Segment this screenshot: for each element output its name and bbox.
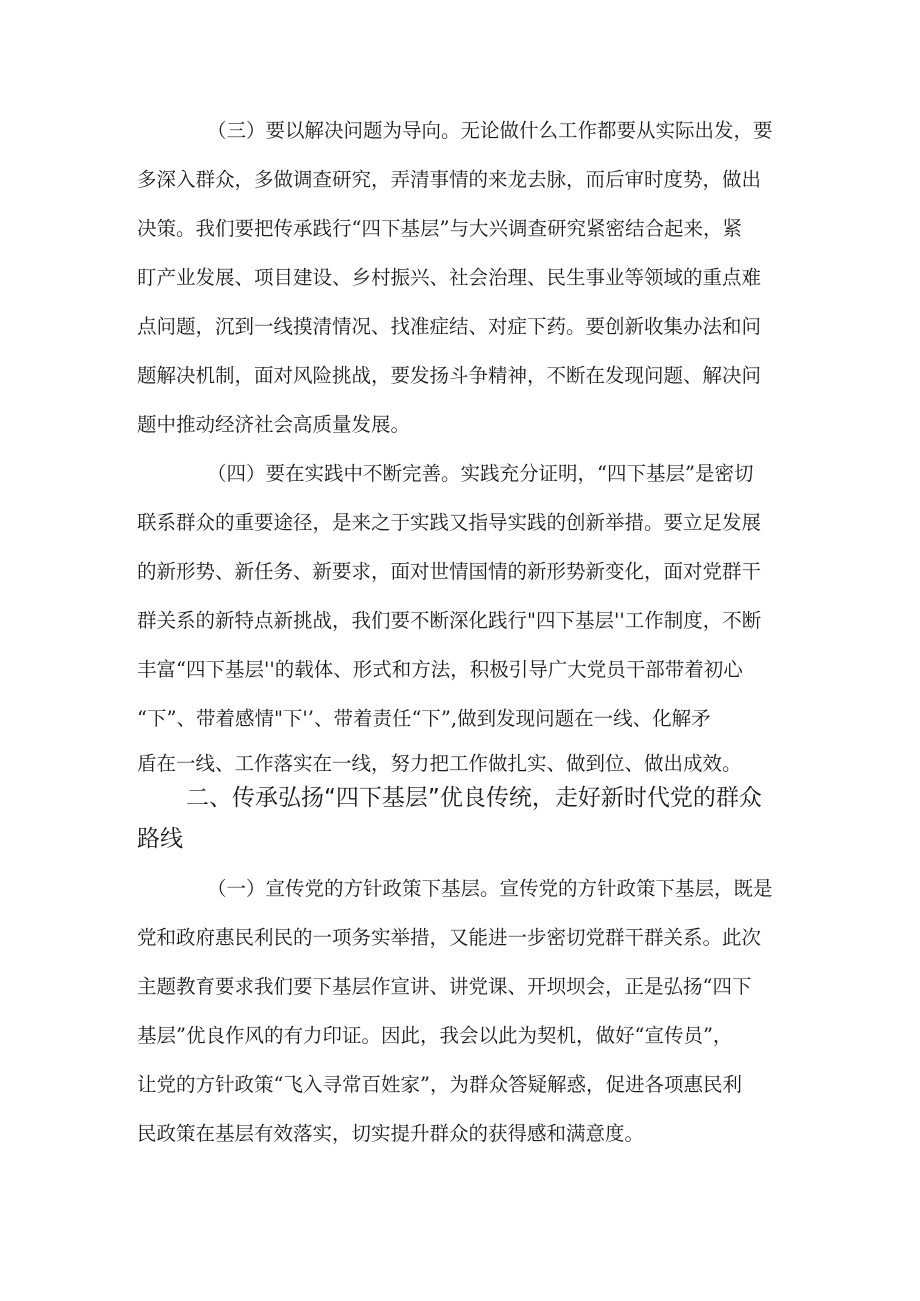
section-heading-line-1: 二、传承弘扬“四下基层”优良传统，走好新时代党的群众 <box>186 785 762 811</box>
paragraph-4-line-1: （四）要在实践中不断完善。实践充分证明，“四下基层”是密切 <box>207 462 754 485</box>
paragraph-3-line-3: 决策。我们要把传承践行“四下基层”与大兴调查研究紧密结合起来，紧 <box>137 217 742 240</box>
paragraph-4-line-4: 群关系的新特点新挑战，我们要不断深化践行"四下基层''工作制度，不断 <box>137 609 762 632</box>
paragraph-4-line-3: 的新形势、新任务、新要求，面对世情国情的新形势新变化，面对党群干 <box>137 560 762 583</box>
paragraph-2-1-line-3: 主题教育要求我们要下基层作宣讲、讲党课、开坝坝会，正是弘扬“四下 <box>137 975 752 998</box>
paragraph-2-1-line-1: （一）宣传党的方针政策下基层。宣传党的方针政策下基层，既是 <box>207 877 773 900</box>
paragraph-4-line-6: “下”、带着感情"下'’、带着责任“下”,做到发现问题在一线、化解矛 <box>137 707 711 730</box>
paragraph-3-line-7: 题中推动经济社会高质量发展。 <box>137 413 411 436</box>
paragraph-2-1-line-4: 基层”优良作风的有力印证。因此，我会以此为契机，做好“宣传员”， <box>137 1024 733 1047</box>
paragraph-4-line-2: 联系群众的重要途径，是来之于实践又指导实践的创新举措。要立足发展 <box>137 511 762 534</box>
paragraph-4-line-5: 丰富“四下基层''的载体、形式和方法，积极引导广大党员干部带着初心 <box>137 658 743 681</box>
paragraph-3-line-5: 点问题，沉到一线摸清情况、找准症结、对症下药。要创新收集办法和问 <box>137 315 762 338</box>
paragraph-4-line-7: 盾在一线、工作落实在一线，努力把工作做扎实、做到位、做出成效。 <box>137 752 742 775</box>
paragraph-3-line-1: （三）要以解决问题为导向。无论做什么工作都要从实际出发，要 <box>207 119 773 142</box>
paragraph-2-1-line-5: 让党的方针政策“飞入寻常百姓家”，为群众答疑解惑，促进各项惠民利 <box>137 1073 742 1096</box>
paragraph-2-1-line-2: 党和政府惠民利民的一项务实举措，又能进一步密切党群干群关系。此次 <box>137 926 762 949</box>
section-heading-line-2: 路线 <box>137 826 183 852</box>
paragraph-3-line-6: 题解决机制，面对风险挑战，要发扬斗争精神，不断在发现问题、解决问 <box>137 364 762 387</box>
paragraph-3-line-2: 多深入群众，多做调查研究，弄清事情的来龙去脉，而后审时度势，做出 <box>137 168 762 191</box>
paragraph-2-1-line-6: 民政策在基层有效落实，切实提升群众的获得感和满意度。 <box>137 1122 645 1145</box>
paragraph-3-line-4: 盯产业发展、项目建设、乡村振兴、社会治理、民生事业等领域的重点难 <box>137 266 762 289</box>
